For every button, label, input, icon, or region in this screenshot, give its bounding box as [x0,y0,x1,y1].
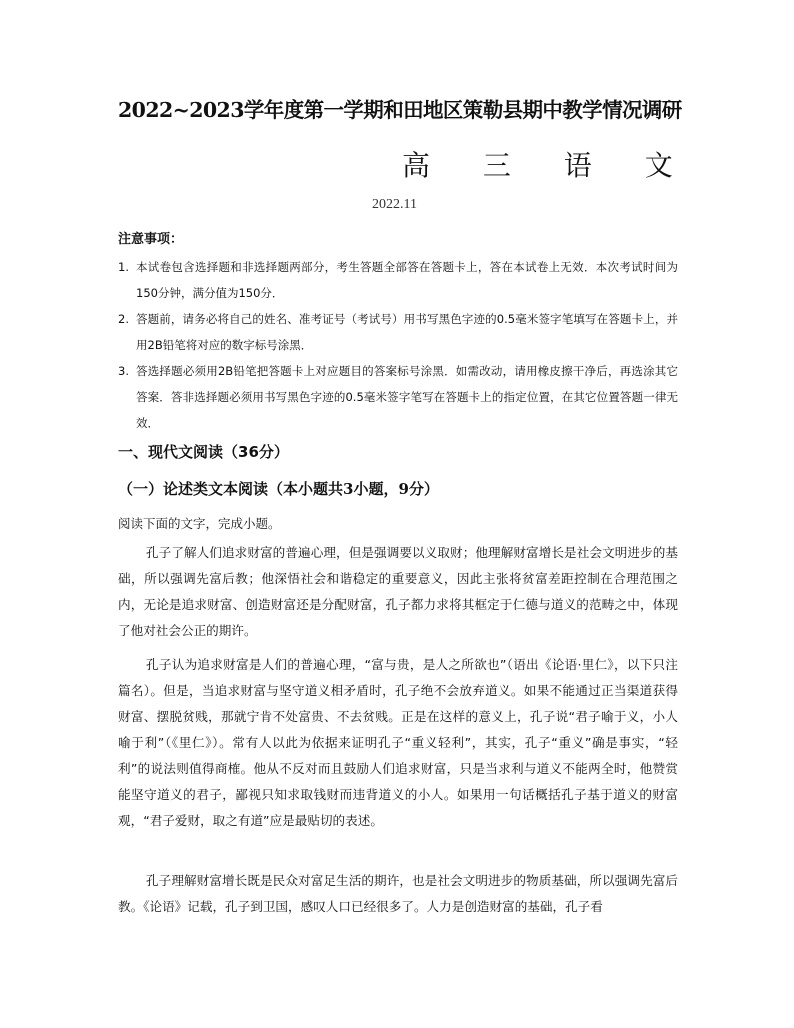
section-heading: 一、现代文阅读（36分） [118,443,289,461]
subsection-heading: （一）论述类文本阅读（本小题共3小题，9分） [118,480,439,498]
notice-item-text: 答题前，请务必将自己的姓名、准考证号（考试号）用书写黑色字迹的0.5毫米签字笔填写在答题卡上，并用2B铅笔将对应的数字标号涂黑． [136,312,678,352]
reading-instruction: 阅读下面的文字，完成小题。 [118,516,281,531]
notice-heading: 注意事项： [118,232,184,247]
article-paragraph-3: 孔子理解财富增长既是民众对富足生活的期许，也是社会文明进步的物质基础，所以强调先富后教。《论语》记载，孔子到卫国，感叹人口已经很多了。人力是创造财富的基础，孔子看 [118,873,678,914]
subject-title: 高 三 语 文 [402,149,695,182]
notice-item-3 [118,358,678,436]
article-paragraph-1: 孔子了解人们追求财富的普遍心理，但是强调要以义取财；他理解财富增长是社会文明进步的基础，所以强调先富后教；他深悟社会和谐稳定的重要意义，因此主张将贫富差距控制在合理范围之内，无论是追求财富、创造财富还是分配财富，孔子都力求将其框定于仁德与道义的范畴之中，体现了他对社会公正的期许。 [118,545,678,638]
notice-item-text: 答选择题必须用2B铅笔把答题卡上对应题目的答案标号涂黑．如需改动，请用橡皮擦干净后，再选涂其它答案．答非选择题必须用书写黑色字迹的0.5毫米签字笔写在答题卡上的指定位置，在其它位置答题一律无效． [136,364,678,430]
notice-item-number: 1. [118,260,129,274]
notice-item-text: 本试卷包含选择题和非选择题两部分，考生答题全部答在答题卡上，答在本试卷上无效．本次考试时间为150分钟，满分值为150分． [136,260,678,300]
article-paragraph-2: 孔子认为追求财富是人们的普遍心理，“富与贵，是人之所欲也”（语出《论语·里仁》，以下只注篇名）。但是，当追求财富与坚守道义相矛盾时，孔子绝不会放弃道义。如果不能通过正当渠道获得财富、摆脱贫贱，那就宁肯不处富贵、不去贫贱。正是在这样的意义上，孔子说“君子喻于义，小人喻于利”（《里仁》）。常有人以此为依据来证明孔子“重义轻利”，其实，孔子“重义”确是事实，“轻利”的说法则值得商榷。他从不反对而且鼓励人们追求财富，只是当求利与道义不能两全时，他赞赏能坚守道义的君子，鄙视只知求取钱财而违背道义的小人。如果用一句话概括孔子基于道义的财富观，“君子爱财，取之有道”应是最贴切的表述。 [118,657,678,828]
exam-title: 2022~2023学年度第一学期和田地区策勒县期中教学情况调研 [118,98,682,122]
notice-item-number: 2. [118,312,129,326]
exam-date: 2022.11 [372,197,417,212]
notice-item-number: 3. [118,364,129,378]
notice-item-2 [118,306,678,358]
notice-item-1 [118,254,678,306]
